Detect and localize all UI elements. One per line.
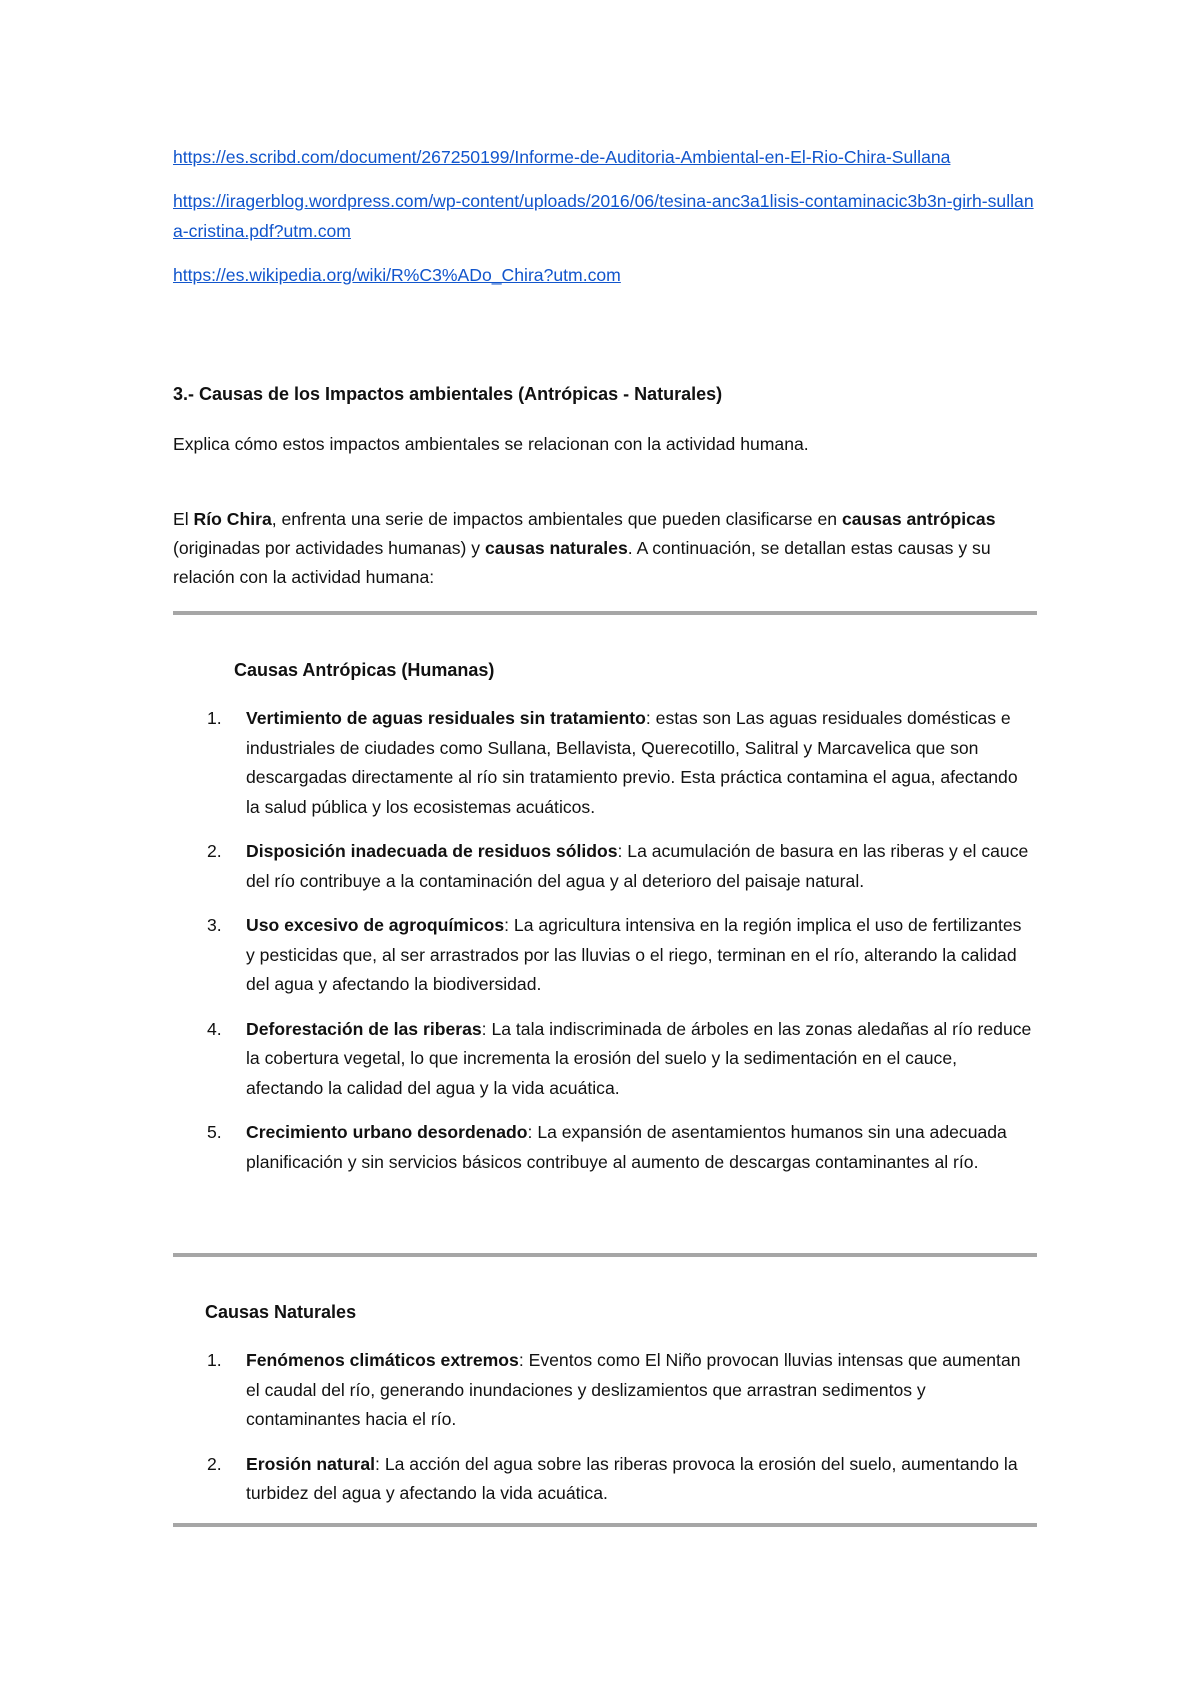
natural-causes-title: Causas Naturales	[205, 1302, 357, 1322]
intro-bold-anthropic: causas antrópicas	[841, 509, 996, 529]
cause-description: : estas son Las aguas residuales domésticas e industriales de ciudades como Sullana, Bellavista, Querecotillo, Salitral y Marcavelica que son descargadas directamente al río sin tratamiento previo. Esta práctica contamina el agua, afectando la salud pública y los ecosistemas acuáticos.	[246, 708, 1018, 817]
list-number: 5.	[207, 1122, 222, 1142]
cause-description: : Eventos como El Niño provocan lluvias intensas que aumentan el caudal del río, generando inundaciones y deslizamientos que arrastran sedimentos y contaminantes hacia el río.	[246, 1350, 1021, 1429]
intro-text: . A continuación, se detallan estas causas y su relación con la actividad humana:	[173, 538, 991, 587]
reference-link-wordpress[interactable]: https://iragerblog.wordpress.com/wp-content/uploads/2016/06/tesina-anc3a1lisis-contaminacic3b3n-girh-sullana-cristina.pdf?utm.com	[173, 191, 1034, 241]
list-item	[173, 1450, 1035, 1509]
list-number: 1.	[207, 708, 222, 728]
cause-description: : La tala indiscriminada de árboles en las zonas aledañas al río reduce la cobertura vegetal, lo que incrementa la erosión del suelo y la sedimentación en el cauce, afectando la calidad del agua y la vida acuática.	[246, 1018, 1032, 1098]
intro-bold-natural: causas naturales	[484, 538, 628, 558]
section-question: Explica cómo estos impactos ambientales se relacionan con la actividad humana.	[173, 434, 809, 454]
cause-term: Erosión natural	[246, 1453, 376, 1474]
reference-link-scribd[interactable]: https://es.scribd.com/document/267250199/Informe-de-Auditoria-Ambiental-en-El-Rio-Chira-Sullana	[173, 147, 951, 167]
cause-term: Uso excesivo de agroquímicos	[246, 915, 505, 935]
list-item	[173, 1346, 1035, 1435]
reference-links	[173, 142, 1035, 304]
horizontal-rule	[173, 611, 1037, 615]
intro-text: , enfrenta una serie de impactos ambientales que pueden clasificarse en	[271, 509, 842, 529]
horizontal-rule	[173, 1253, 1037, 1257]
intro-text: El	[173, 509, 194, 529]
intro-bold-river: Río Chira	[193, 509, 272, 529]
list-item	[173, 1015, 1035, 1104]
anthropic-causes-list	[173, 704, 1035, 1192]
list-number: 3.	[207, 915, 222, 935]
list-item	[173, 837, 1035, 896]
cause-description: : La agricultura intensiva en la región implica el uso de fertilizantes y pesticidas que, al ser arrastrados por las lluvias o el riego, terminan en el río, alterando la calidad del agua y afectando la biodiversidad.	[246, 915, 1022, 994]
cause-term: Crecimiento urbano desordenado	[246, 1122, 528, 1142]
cause-term: Deforestación de las riberas	[246, 1018, 482, 1039]
list-number: 2.	[207, 841, 222, 861]
reference-item	[173, 142, 1035, 172]
reference-link-wikipedia[interactable]: https://es.wikipedia.org/wiki/R%C3%ADo_Chira?utm.com	[173, 265, 621, 285]
section-intro	[173, 505, 1035, 592]
cause-term: Vertimiento de aguas residuales sin tratamiento	[246, 708, 646, 728]
reference-item	[173, 186, 1035, 246]
cause-description: : La acumulación de basura en las riberas y el cauce del río contribuye a la contaminación del agua y al deterioro del paisaje natural.	[246, 841, 1029, 891]
cause-description: : La expansión de asentamientos humanos sin una adecuada planificación y sin servicios básicos contribuye al aumento de descargas contaminantes al río.	[246, 1122, 1007, 1172]
anthropic-causes-title: Causas Antrópicas (Humanas)	[234, 660, 495, 680]
cause-description: : La acción del agua sobre las riberas provoca la erosión del suelo, aumentando la turbidez del agua y afectando la vida acuática.	[246, 1453, 1018, 1503]
intro-text: (originadas por actividades humanas) y	[173, 538, 485, 558]
list-item	[173, 704, 1035, 822]
cause-term: Fenómenos climáticos extremos	[246, 1350, 519, 1370]
natural-causes-list	[173, 1346, 1035, 1524]
list-item	[173, 1118, 1035, 1177]
section-heading: 3.- Causas de los Impactos ambientales (Antrópicas - Naturales)	[173, 384, 723, 404]
cause-term: Disposición inadecuada de residuos sólidos	[246, 841, 618, 861]
list-number: 2.	[207, 1453, 222, 1474]
list-number: 4.	[207, 1018, 222, 1039]
reference-item	[173, 260, 1035, 290]
horizontal-rule	[173, 1523, 1037, 1527]
list-item	[173, 911, 1035, 1000]
list-number: 1.	[207, 1350, 222, 1370]
